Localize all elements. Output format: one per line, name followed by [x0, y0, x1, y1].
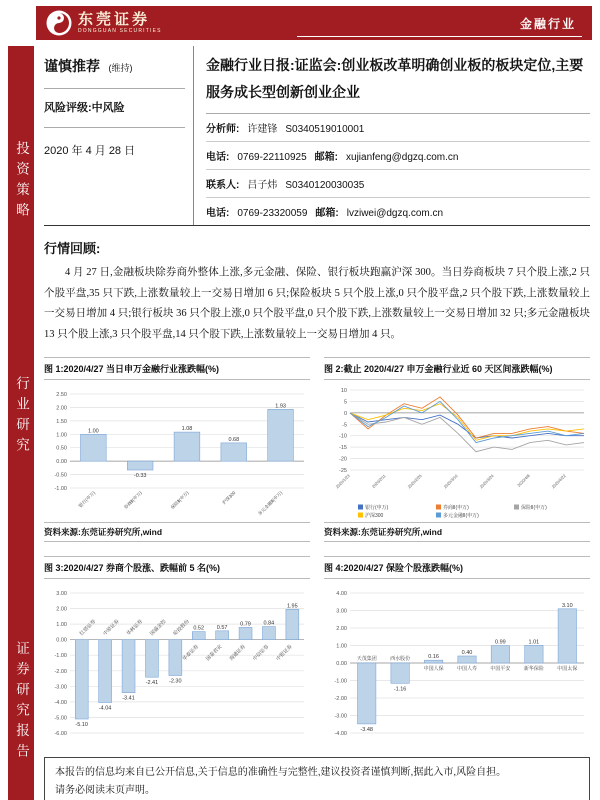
svg-text:1.01: 1.01	[528, 639, 540, 646]
svg-text:0.00: 0.00	[56, 637, 67, 644]
svg-text:1.95: 1.95	[286, 603, 298, 610]
market-review-heading: 行情回顾:	[44, 241, 101, 257]
figure-2-source: 资料来源:东莞证券研究所,wind	[324, 522, 590, 542]
svg-text:-0.50: -0.50	[54, 472, 67, 479]
svg-text:3.00: 3.00	[56, 591, 67, 598]
svg-text:2020/4/22: 2020/4/22	[550, 473, 567, 490]
svg-text:-20: -20	[339, 456, 347, 463]
figure-2-title: 图 2:截止 2020/4/27 申万金融行业近 60 天区间涨跌幅(%)	[324, 357, 590, 380]
rating-column	[44, 46, 194, 225]
left-sidebar	[8, 46, 34, 800]
svg-text:中原证券: 中原证券	[102, 618, 121, 638]
svg-text:1.00: 1.00	[88, 428, 99, 435]
svg-text:1.00: 1.00	[336, 643, 347, 650]
sidebar-label-investment-strategy: 投资策略	[14, 141, 29, 223]
svg-text:天茂集团: 天茂集团	[356, 656, 377, 663]
svg-text:-5: -5	[342, 422, 347, 429]
svg-text:多元金融Ⅱ(申万): 多元金融Ⅱ(申万)	[256, 490, 284, 517]
svg-text:4.00: 4.00	[336, 591, 347, 598]
analyst-label: 分析师:	[206, 124, 240, 136]
sidebar-label-securities-research-report: 证券研究报告	[14, 641, 29, 764]
figure-2-line-chart	[324, 382, 590, 522]
dongguan-securities-logo-icon	[46, 10, 72, 36]
banner-underline	[297, 36, 582, 37]
svg-text:1.93: 1.93	[275, 403, 286, 410]
disclaimer-box	[44, 757, 590, 800]
brand-text	[78, 12, 162, 34]
title-analyst-column	[194, 46, 590, 225]
svg-text:银行(申万): 银行(申万)	[77, 490, 97, 509]
svg-text:2.00: 2.00	[56, 606, 67, 613]
analyst-contact-row	[206, 142, 590, 170]
svg-text:0.99: 0.99	[495, 639, 506, 646]
report-date: 2020 年 4 月 28 日	[44, 145, 136, 157]
brand-block	[46, 10, 162, 36]
contact-email: lvziwei@dgzq.com.cn	[346, 208, 444, 220]
contact-phone-row	[206, 198, 590, 225]
brand-name-cn: 东莞证券	[78, 11, 151, 28]
email-label: 邮箱:	[314, 152, 339, 164]
svg-text:0.52: 0.52	[193, 625, 205, 632]
svg-text:0.57: 0.57	[216, 624, 228, 631]
figure-2	[324, 357, 590, 542]
svg-text:沪深300: 沪深300	[221, 490, 237, 506]
svg-text:-1.00: -1.00	[54, 653, 67, 660]
svg-text:红塔证券: 红塔证券	[78, 618, 98, 638]
svg-text:2020/3/10: 2020/3/10	[442, 473, 459, 490]
risk-rating: 风险评级:中风险	[44, 89, 185, 128]
report-title: 金融行业日报:证监会:创业板改革明确创业板的板块定位,主要服务成长型创新创业企业	[206, 46, 590, 114]
svg-text:中银证券: 中银证券	[275, 643, 294, 663]
svg-text:0.40: 0.40	[461, 650, 473, 657]
svg-text:2.00: 2.00	[56, 405, 67, 412]
svg-text:-4.00: -4.00	[334, 731, 347, 738]
contact-row	[206, 170, 590, 198]
svg-text:中国太保: 中国太保	[557, 666, 578, 673]
svg-text:0.50: 0.50	[56, 445, 67, 452]
svg-text:1.00: 1.00	[56, 622, 67, 629]
analyst-code: S0340519010001	[285, 124, 365, 136]
svg-text:多元金融Ⅱ(申万): 多元金融Ⅱ(申万)	[443, 513, 479, 520]
svg-text:2020/3/24: 2020/3/24	[478, 473, 495, 490]
svg-text:0: 0	[343, 410, 347, 417]
brand-name-en: DONGGUAN SECURITIES	[78, 27, 162, 34]
figure-3-bar-chart	[44, 581, 310, 741]
svg-text:-1.00: -1.00	[54, 486, 67, 493]
svg-text:1.00: 1.00	[56, 432, 67, 439]
sector-label: 金融行业	[519, 16, 576, 31]
rating-row	[44, 46, 185, 89]
svg-text:沪深300: 沪深300	[365, 513, 384, 520]
contact-name: 吕子炜	[247, 180, 278, 192]
email-label-2: 邮箱:	[315, 208, 339, 220]
svg-text:2020/2/11: 2020/2/11	[370, 473, 387, 490]
figures-grid	[44, 357, 590, 741]
figure-4-bar-chart	[324, 581, 590, 741]
svg-text:华林证券: 华林证券	[125, 618, 145, 638]
svg-text:-4.00: -4.00	[54, 699, 67, 706]
svg-text:华泰证券: 华泰证券	[181, 643, 201, 663]
svg-text:-4.04: -4.04	[98, 705, 112, 712]
svg-text:中国人保: 中国人保	[423, 666, 444, 673]
svg-text:-3.48: -3.48	[360, 726, 373, 733]
svg-text:国泰君安: 国泰君安	[205, 643, 224, 663]
svg-text:-1.16: -1.16	[393, 686, 407, 693]
svg-text:西水股份: 西水股份	[390, 656, 411, 663]
svg-text:-10: -10	[339, 433, 347, 440]
svg-text:1.08: 1.08	[181, 426, 193, 433]
figure-1	[44, 357, 310, 542]
analyst-row	[206, 114, 590, 142]
svg-text:银行(申万): 银行(申万)	[365, 505, 389, 512]
svg-text:-3.41: -3.41	[122, 695, 135, 702]
svg-text:2020/4/8: 2020/4/8	[516, 473, 531, 488]
top-banner	[36, 6, 592, 40]
figure-3	[44, 556, 310, 741]
svg-text:0.00: 0.00	[56, 459, 67, 466]
report-header-block	[44, 46, 590, 226]
figure-4-title: 图 4:2020/4/27 保险个股涨跌幅(%)	[324, 556, 590, 579]
phone-label: 电话:	[206, 152, 230, 164]
figure-3-title: 图 3:2020/4/27 券商个股涨、跌幅前 5 名(%)	[44, 556, 310, 579]
svg-text:2.00: 2.00	[336, 626, 347, 633]
svg-text:3.00: 3.00	[336, 608, 347, 615]
svg-text:-2.41: -2.41	[145, 680, 159, 687]
svg-text:-25: -25	[339, 468, 347, 475]
analyst-name: 许建锋	[247, 124, 278, 136]
svg-text:新华保险: 新华保险	[523, 666, 544, 673]
phone-label-2: 电话:	[206, 208, 230, 220]
svg-text:中信证券: 中信证券	[251, 643, 271, 663]
rating-maintained-note: (维持)	[108, 63, 133, 73]
svg-text:券商Ⅱ(申万): 券商Ⅱ(申万)	[122, 490, 143, 511]
figure-1-title: 图 1:2020/4/27 当日申万金融行业涨跌幅(%)	[44, 357, 310, 380]
svg-text:5: 5	[343, 399, 347, 406]
svg-text:-2.30: -2.30	[169, 678, 182, 685]
svg-text:-5.10: -5.10	[75, 722, 88, 729]
svg-text:保险Ⅱ(申万): 保险Ⅱ(申万)	[169, 490, 190, 511]
svg-text:0.68: 0.68	[228, 436, 240, 443]
svg-text:哈投股份: 哈投股份	[172, 618, 191, 638]
svg-text:-3.00: -3.00	[334, 713, 347, 720]
svg-text:0.00: 0.00	[336, 661, 347, 668]
svg-text:-0.33: -0.33	[133, 473, 147, 480]
contact-label: 联系人:	[206, 180, 240, 192]
svg-text:-15: -15	[339, 445, 347, 452]
svg-text:2020/1/23: 2020/1/23	[334, 473, 351, 490]
svg-text:中国平安: 中国平安	[490, 666, 511, 673]
svg-text:-6.00: -6.00	[54, 731, 67, 738]
sidebar-label-industry-research: 行业研究	[14, 376, 29, 458]
disclaimer-line-2: 请务必阅读末页声明。	[55, 785, 155, 797]
figure-1-source: 资料来源:东莞证券研究所,wind	[44, 522, 310, 542]
main-content	[44, 46, 590, 800]
svg-text:2020/2/25: 2020/2/25	[406, 473, 423, 490]
svg-text:2.50: 2.50	[56, 392, 67, 399]
market-review-paragraph: 4 月 27 日,金融板块除券商外整体上涨,多元金融、保险、银行板块跑赢沪深 300。当日券商板块 7 只个股上涨,2 只个股平盘,35 只下跌,上涨数量较上一交易日增加 6 只;保险板块 5 只个股上涨,0 只个股平盘,2 只个股下跌,上涨数量较上一交易日增加 4 只;银行板块 36 只个股上涨,0 只个股平盘,0 只个股下跌,上涨数量较上一交易日增加 32 只;多元金融板块 13 只个股上涨,3 只个股平盘,14 只个股下跌,上涨数量较上一交易日增加 4 只。	[44, 267, 590, 340]
svg-text:券商Ⅱ(申万): 券商Ⅱ(申万)	[443, 505, 469, 512]
svg-text:保险Ⅱ(申万): 保险Ⅱ(申万)	[521, 505, 547, 512]
svg-text:国盛金控: 国盛金控	[149, 618, 168, 638]
svg-text:-5.00: -5.00	[54, 715, 67, 722]
rating-value: 谨慎推荐	[44, 58, 100, 74]
figure-4	[324, 556, 590, 741]
svg-text:-1.00: -1.00	[334, 678, 347, 685]
svg-text:0.16: 0.16	[428, 654, 439, 661]
svg-text:3.10: 3.10	[561, 602, 573, 609]
svg-text:10: 10	[340, 388, 347, 395]
svg-text:中国人寿: 中国人寿	[456, 666, 478, 673]
svg-text:-3.00: -3.00	[54, 684, 67, 691]
svg-text:1.50: 1.50	[56, 418, 67, 425]
svg-text:海通证券: 海通证券	[228, 643, 247, 663]
contact-code: S0340120030035	[285, 180, 365, 192]
analyst-email: xujianfeng@dgzq.com.cn	[346, 152, 459, 164]
contact-phone: 0769-23320059	[237, 208, 308, 220]
svg-text:-2.00: -2.00	[334, 696, 347, 703]
svg-text:-2.00: -2.00	[54, 668, 67, 675]
svg-text:0.79: 0.79	[240, 621, 251, 628]
disclaimer-line-1: 本报告的信息均来自已公开信息,关于信息的准确性与完整性,建议投资者谨慎判断,据此入市,风险自担。	[55, 767, 507, 779]
svg-text:0.84: 0.84	[263, 620, 275, 627]
figure-1-bar-chart	[44, 382, 310, 522]
analyst-phone: 0769-22110925	[237, 152, 307, 164]
